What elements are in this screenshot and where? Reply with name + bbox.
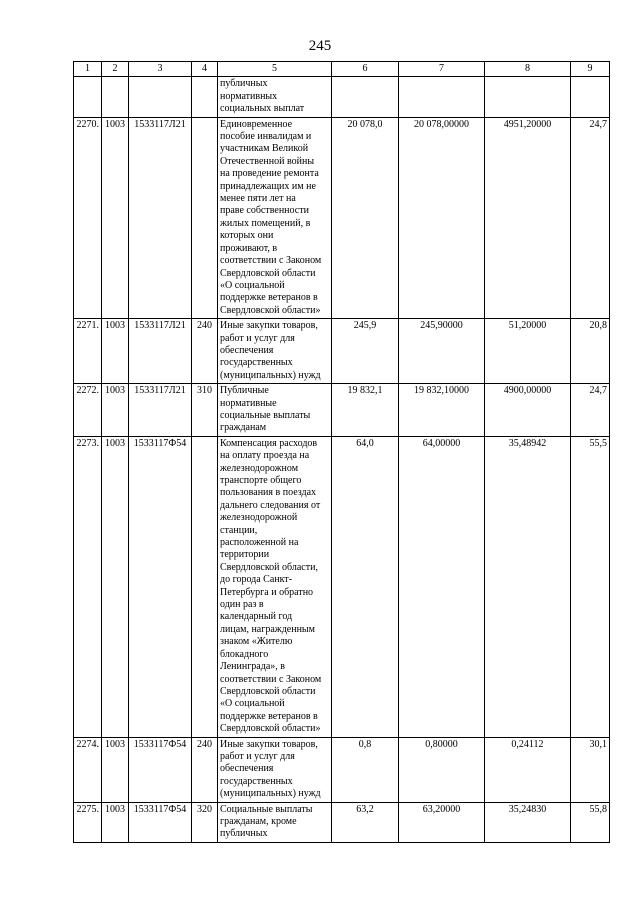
description-line: нормативных — [220, 90, 278, 102]
description-line: Ленинграда», в — [220, 661, 285, 673]
description-line: работ и услуг для — [220, 332, 295, 344]
section-code: 1003 — [102, 319, 129, 384]
description-line: Социальные выплаты — [220, 803, 313, 815]
description-line: принадлежащих им не — [220, 180, 316, 192]
description-line: территории — [220, 549, 270, 561]
description-line: участникам Великой — [220, 143, 309, 155]
approved-amount: 19 832,1 — [332, 384, 399, 437]
approved-amount: 64,0 — [332, 436, 399, 737]
table-row — [74, 117, 610, 319]
execution-percent: 55,5 — [571, 436, 610, 737]
description — [218, 737, 332, 802]
description-line: до города Санкт- — [220, 574, 293, 586]
description-line: на оплату проезда на — [220, 450, 310, 462]
description-line: поддержке ветеранов в — [220, 292, 318, 304]
description-line: Компенсация расходов — [220, 437, 318, 449]
description-line: поддержке ветеранов в — [220, 710, 318, 722]
row-number: 2274. — [74, 737, 102, 802]
target-article-code — [129, 77, 192, 117]
planned-amount: 64,00000 — [399, 436, 485, 737]
description-line: Свердловской области, — [220, 561, 318, 573]
section-code: 1003 — [102, 384, 129, 437]
description-line: дальнего следования от — [220, 499, 321, 511]
column-header-2: 2 — [102, 62, 129, 77]
description-line: которых они — [220, 230, 274, 242]
expense-type-code — [192, 77, 218, 117]
expense-type-code — [192, 436, 218, 737]
target-article-code: 1533117Л21 — [129, 384, 192, 437]
description-line: Свердловской области» — [220, 304, 321, 316]
target-article-code: 1533117Л21 — [129, 117, 192, 319]
approved-amount: 0,8 — [332, 737, 399, 802]
description-line: публичных — [220, 78, 268, 90]
description-line: пользования в поездах — [220, 487, 317, 499]
description-line: социальных выплат — [220, 103, 305, 115]
planned-amount: 0,80000 — [399, 737, 485, 802]
planned-amount: 63,20000 — [399, 802, 485, 842]
description — [218, 319, 332, 384]
description-line: на проведение ремонта — [220, 168, 319, 180]
description-line: расположенной на — [220, 537, 299, 549]
description-line: праве собственности — [220, 205, 309, 217]
description-line: социальные выплаты — [220, 409, 311, 421]
row-number: 2275. — [74, 802, 102, 842]
description-line: Публичные — [220, 385, 269, 397]
description-line: железнодорожном — [220, 462, 299, 474]
description-line: Единовременное — [220, 118, 293, 130]
section-code: 1003 — [102, 117, 129, 319]
description-line: государственных — [220, 357, 293, 369]
execution-percent: 30,1 — [571, 737, 610, 802]
description-line: Свердловской области» — [220, 723, 321, 735]
expense-type-code: 240 — [192, 737, 218, 802]
column-header-1: 1 — [74, 62, 102, 77]
description-line: блокадного — [220, 648, 269, 660]
planned-amount: 19 832,10000 — [399, 384, 485, 437]
description-line: станции, — [220, 524, 258, 536]
description-line: гражданам — [220, 422, 267, 434]
description-line: работ и услуг для — [220, 750, 295, 762]
execution-percent: 24,7 — [571, 384, 610, 437]
description-line: Свердловской области — [220, 685, 316, 697]
description-line: «О социальной — [220, 698, 285, 710]
target-article-code: 1533117Л21 — [129, 319, 192, 384]
expense-type-code — [192, 117, 218, 319]
description-line: обеспечения — [220, 763, 274, 775]
table-row — [74, 802, 610, 842]
description-line: пособие инвалидам и — [220, 131, 312, 143]
planned-amount — [399, 77, 485, 117]
description-line: знаком «Жителю — [220, 636, 293, 648]
expense-type-code: 320 — [192, 802, 218, 842]
execution-percent: 55,8 — [571, 802, 610, 842]
description — [218, 117, 332, 319]
description-line: (муниципальных) нужд — [220, 369, 321, 381]
column-header-5: 5 — [218, 62, 332, 77]
description — [218, 802, 332, 842]
column-header-7: 7 — [399, 62, 485, 77]
row-number: 2271. — [74, 319, 102, 384]
approved-amount: 20 078,0 — [332, 117, 399, 319]
executed-amount: 35,24830 — [485, 802, 571, 842]
table-row — [74, 737, 610, 802]
executed-amount — [485, 77, 571, 117]
row-number: 2270. — [74, 117, 102, 319]
column-header-4: 4 — [192, 62, 218, 77]
page-number: 245 — [308, 38, 332, 54]
execution-percent — [571, 77, 610, 117]
expense-type-code: 240 — [192, 319, 218, 384]
description-line: нормативные — [220, 397, 277, 409]
table-row — [74, 319, 610, 384]
description-line: «О социальной — [220, 279, 285, 291]
description-line: обеспечения — [220, 344, 274, 356]
description — [218, 384, 332, 437]
description-line: Свердловской области — [220, 267, 316, 279]
approved-amount: 245,9 — [332, 319, 399, 384]
section-code: 1003 — [102, 737, 129, 802]
executed-amount: 4900,00000 — [485, 384, 571, 437]
description-line: публичных — [220, 828, 268, 840]
description-line: Иные закупки товаров, — [220, 738, 318, 750]
target-article-code: 1533117Ф54 — [129, 737, 192, 802]
description-line: лицам, награжденным — [220, 623, 315, 635]
section-code — [102, 77, 129, 117]
section-code: 1003 — [102, 436, 129, 737]
description-line: государственных — [220, 775, 293, 787]
description-line: один раз в — [220, 599, 264, 611]
column-header-6: 6 — [332, 62, 399, 77]
description-line: проживают, в — [220, 242, 278, 254]
expense-type-code: 310 — [192, 384, 218, 437]
executed-amount: 35,48942 — [485, 436, 571, 737]
description-line: железнодорожной — [220, 512, 298, 524]
row-number: 2272. — [74, 384, 102, 437]
row-number — [74, 77, 102, 117]
target-article-code: 1533117Ф54 — [129, 802, 192, 842]
execution-percent: 20,8 — [571, 319, 610, 384]
table-row — [74, 77, 610, 117]
table-row — [74, 436, 610, 737]
description-line: жилых помещений, в — [220, 217, 311, 229]
section-code: 1003 — [102, 802, 129, 842]
table-row — [74, 384, 610, 437]
description-line: соответствии с Законом — [220, 673, 322, 685]
description-line: менее пяти лет на — [220, 193, 296, 205]
execution-percent: 24,7 — [571, 117, 610, 319]
target-article-code: 1533117Ф54 — [129, 436, 192, 737]
approved-amount: 63,2 — [332, 802, 399, 842]
row-number: 2273. — [74, 436, 102, 737]
description — [218, 436, 332, 737]
description-line: Отечественной войны — [220, 155, 315, 167]
column-header-8: 8 — [485, 62, 571, 77]
approved-amount — [332, 77, 399, 117]
planned-amount: 245,90000 — [399, 319, 485, 384]
description-line: Петербурга и обратно — [220, 586, 314, 598]
description-line: гражданам, кроме — [220, 815, 297, 827]
description-line: Иные закупки товаров, — [220, 320, 318, 332]
column-header-9: 9 — [571, 62, 610, 77]
description-line: (муниципальных) нужд — [220, 788, 321, 800]
planned-amount: 20 078,00000 — [399, 117, 485, 319]
header-row — [74, 62, 610, 77]
budget-table — [73, 61, 610, 843]
executed-amount: 51,20000 — [485, 319, 571, 384]
executed-amount: 0,24112 — [485, 737, 571, 802]
executed-amount: 4951,20000 — [485, 117, 571, 319]
table-body — [74, 77, 610, 842]
column-header-3: 3 — [129, 62, 192, 77]
description-line: транспорте общего — [220, 475, 302, 486]
description-line: календарный год — [220, 611, 293, 623]
description-line: соответствии с Законом — [220, 255, 322, 267]
description — [218, 77, 332, 117]
